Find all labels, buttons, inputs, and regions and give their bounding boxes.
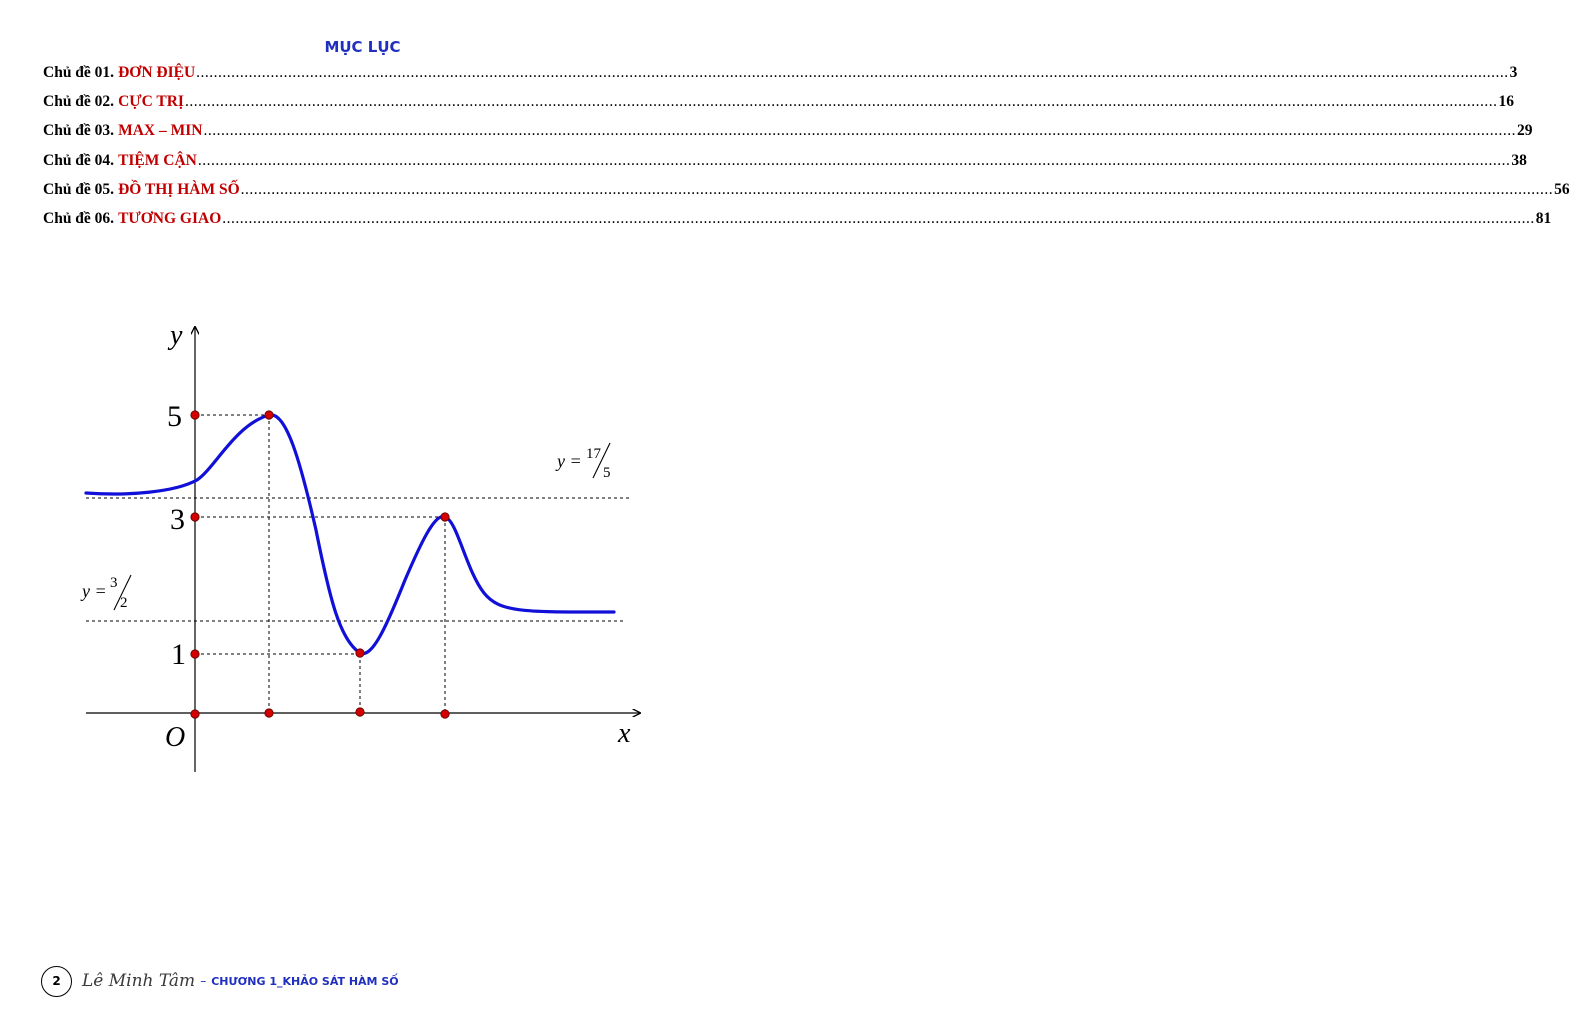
toc-entry-page: 16 — [1498, 93, 1514, 111]
point-x-min — [356, 708, 364, 716]
toc-entry-topic: MAX – MIN — [118, 122, 203, 140]
toc-entry-page: 38 — [1511, 151, 1527, 169]
point-x-second-max — [441, 710, 449, 718]
toc-entry-prefix: Chủ đề 02. — [43, 93, 115, 111]
toc-entry[interactable] — [43, 209, 1552, 239]
toc-leader-dots: ............................................................................................................................................................................................................................................................................................................ — [197, 151, 1511, 169]
toc-entry[interactable] — [43, 64, 1518, 93]
point-local-min — [356, 649, 364, 657]
toc-leader-dots: ............................................................................................................................................................................................................................................................................................................ — [203, 122, 1516, 140]
toc-leader-dots: ............................................................................................................................................................................................................................................................................................................ — [184, 93, 1498, 111]
toc-entry-prefix: Chủ đề 05. — [43, 180, 115, 198]
function-curve — [86, 415, 614, 654]
point-y-5 — [191, 411, 199, 419]
asymptote-lower-denominator: 2 — [120, 595, 128, 611]
table-of-contents — [43, 64, 1570, 239]
y-tick-label-3: 3 — [170, 503, 185, 536]
point-y-1 — [191, 650, 199, 658]
toc-entry-prefix: Chủ đề 04. — [43, 151, 115, 169]
toc-leader-dots: ............................................................................................................................................................................................................................................................................................................ — [196, 64, 1509, 81]
toc-leader-dots: ............................................................................................................................................................................................................................................................................................................ — [240, 180, 1554, 198]
footer-separator: – — [200, 974, 207, 988]
toc-entry-topic: ĐƠN ĐIỆU — [118, 64, 196, 81]
toc-entry-page: 56 — [1554, 180, 1570, 198]
asymptote-upper-prefix: y = — [557, 451, 582, 471]
page-number: 2 — [41, 966, 72, 997]
point-x-max — [265, 709, 273, 717]
author-signature: Lê Minh Tâm — [82, 971, 196, 991]
asymptote-lower-prefix: y = — [82, 581, 107, 601]
toc-entry[interactable] — [43, 93, 1514, 122]
point-origin — [191, 710, 199, 718]
asymptote-upper-denominator: 5 — [603, 465, 611, 481]
toc-entry[interactable] — [43, 122, 1533, 151]
toc-entry-prefix: Chủ đề 01. — [43, 64, 115, 81]
x-axis-label: x — [618, 718, 631, 749]
y-tick-label-5: 5 — [167, 400, 182, 433]
toc-entry[interactable] — [43, 180, 1570, 210]
point-second-local-max — [441, 513, 449, 521]
toc-entry-page: 3 — [1509, 64, 1518, 81]
page-footer — [41, 964, 399, 998]
chapter-title: CHƯƠNG 1_KHẢO SÁT HÀM SỐ — [211, 974, 399, 988]
origin-label: O — [165, 722, 186, 753]
point-y-3 — [191, 513, 199, 521]
point-local-max — [265, 411, 273, 419]
toc-entry-topic: ĐỒ THỊ HÀM SỐ — [118, 180, 240, 198]
toc-entry-page: 81 — [1535, 209, 1552, 227]
asymptote-upper-numerator: 17 — [586, 446, 601, 462]
toc-entry-prefix: Chủ đề 06. — [43, 209, 115, 227]
y-axis-label: y — [170, 320, 183, 351]
function-graph — [0, 300, 725, 790]
toc-title: MỤC LỤC — [324, 38, 401, 56]
toc-leader-dots: ............................................................................................................................................................................................................................................................................................................ — [222, 209, 1535, 227]
toc-entry[interactable] — [43, 151, 1527, 181]
toc-entry-topic: TIỆM CẬN — [118, 151, 197, 169]
asymptote-lower-numerator: 3 — [110, 575, 118, 591]
toc-entry-page: 29 — [1516, 122, 1533, 140]
y-tick-label-1: 1 — [171, 638, 186, 671]
toc-entry-topic: TƯƠNG GIAO — [118, 209, 222, 227]
toc-entry-prefix: Chủ đề 03. — [43, 122, 115, 140]
toc-entry-topic: CỰC TRỊ — [118, 93, 184, 111]
